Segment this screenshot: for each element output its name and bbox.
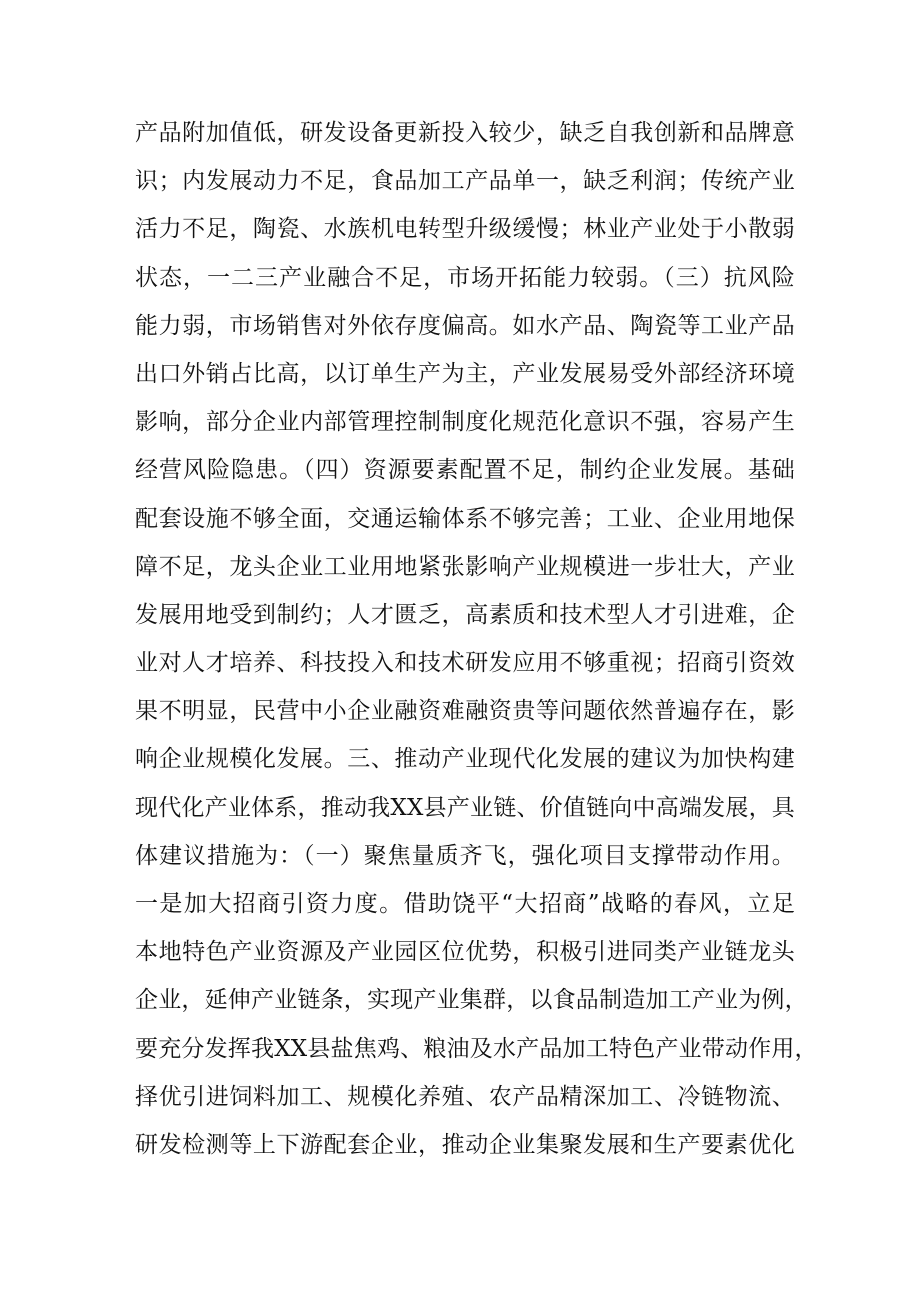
text-line: 研发检测等上下游配套企业，推动企业集聚发展和生产要素优化 — [135, 1131, 795, 1158]
text-line: 障不足，龙头企业工业用地紧张影响产业规模进一步壮大，产业 — [135, 553, 795, 580]
text-line: 能力弱，市场销售对外依存度偏高。如水产品、陶瓷等工业产品 — [135, 312, 795, 339]
text-line: 状态，一二三产业融合不足，市场开拓能力较弱。（三）抗风险 — [135, 264, 795, 291]
text-line: 要充分发挥我XX县盐焦鸡、粮油及水产品加工特色产业带动作用， — [135, 1035, 818, 1062]
text-line: 体建议措施为：（一）聚焦量质齐飞，强化项目支撑带动作用。 — [135, 842, 795, 869]
text-line: 一是加大招商引资力度。借助饶平“大招商”战略的春风，立足 — [135, 891, 795, 917]
text-line: 产品附加值低，研发设备更新投入较少，缺乏自我创新和品牌意 — [135, 120, 795, 146]
text-line: 企业，延伸产业链条，实现产业集群，以食品制造加工产业为例， — [135, 987, 808, 1014]
text-line: 现代化产业体系，推动我XX县产业链、价值链向中高端发展，具 — [135, 794, 795, 821]
text-line: 识；内发展动力不足，食品加工产品单一，缺乏利润；传统产业 — [135, 168, 795, 195]
text-line: 出口外销占比高，以订单生产为主，产业发展易受外部经济环境 — [135, 360, 795, 387]
text-line: 活力不足，陶瓷、水族机电转型升级缓慢；林业产业处于小散弱 — [135, 216, 795, 243]
text-line: 配套设施不够全面，交通运输体系不够完善；工业、企业用地保 — [135, 505, 795, 532]
text-line: 果不明显，民营中小企业融资难融资贵等问题依然普遍存在，影 — [135, 698, 795, 725]
text-line: 择优引进饲料加工、规模化养殖、农产品精深加工、冷链物流、 — [135, 1083, 795, 1110]
text-line: 经营风险隐患。（四）资源要素配置不足，制约企业发展。基础 — [135, 457, 795, 484]
text-line: 本地特色产业资源及产业园区位优势，积极引进同类产业链龙头 — [135, 939, 795, 966]
body-paragraph — [135, 109, 818, 1169]
text-line: 业对人才培养、科技投入和技术研发应用不够重视；招商引资效 — [135, 650, 795, 677]
text-line: 影响，部分企业内部管理控制制度化规范化意识不强，容易产生 — [135, 409, 795, 436]
text-line: 发展用地受到制约；人才匮乏，高素质和技术型人才引进难，企 — [135, 601, 795, 628]
text-line: 响企业规模化发展。三、推动产业现代化发展的建议为加快构建 — [135, 746, 795, 773]
